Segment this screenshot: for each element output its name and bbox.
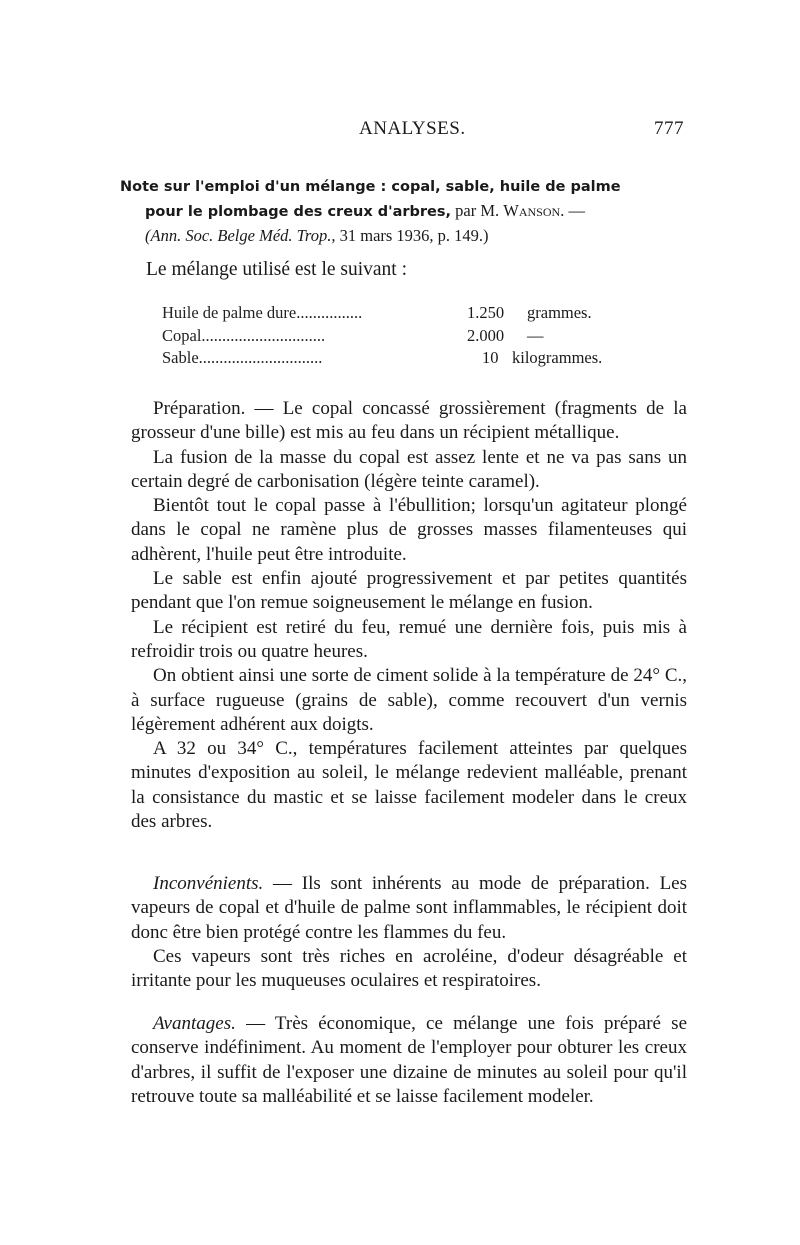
- recipe-ingredient: Huile de palme dure................: [162, 303, 363, 322]
- paragraph: Ces vapeurs sont très riches en acroléine, d'odeur désagréable et irritante pour les muqueuses oculaires et respiratoires.: [131, 945, 687, 992]
- paragraph-text: — Ils sont inhérents au mode de préparation. Les vapeurs de copal et d'huile de palme sont inflammables, le récipient doit donc être bien protégé contre les flammes du feu.: [131, 873, 687, 943]
- note-title-bold-2: pour le plombage des creux d'arbres,: [145, 204, 452, 220]
- paragraph: On obtient ainsi une sorte de ciment solide à la température de 24° C., à surface rugueuse (grains de sable), comme recouvert d'un vernis légèrement adhérent aux doigts.: [131, 665, 687, 735]
- paragraph: [131, 1012, 687, 1109]
- page-number: 777: [654, 118, 684, 139]
- recipe-table: [162, 302, 642, 370]
- recipe-row: [162, 347, 642, 370]
- note-title: [120, 176, 700, 247]
- section-inconvenients: [131, 872, 687, 993]
- section-lead-inconvenients: Inconvénients.: [153, 873, 264, 894]
- note-title-dash: . —: [560, 201, 585, 220]
- recipe-quantity: 10: [482, 348, 499, 367]
- recipe-unit: kilogrammes.: [512, 348, 603, 367]
- recipe-intro: Le mélange utilisé est le suivant :: [146, 259, 408, 280]
- paragraph: Le sable est enfin ajouté progressivement et par petites quantités pendant que l'on remue soigneusement le mélange en fusion.: [131, 568, 687, 614]
- note-reference: [120, 224, 700, 247]
- recipe-ingredient: Sable..............................: [162, 348, 323, 367]
- recipe-unit: grammes.: [527, 303, 592, 322]
- recipe-ingredient: Copal..............................: [162, 325, 326, 345]
- note-title-line-2: [120, 199, 700, 224]
- paragraph: Le récipient est retiré du feu, remué une dernière fois, puis mis à refroidir trois ou quatre heures.: [131, 616, 687, 662]
- recipe-unit: —: [527, 325, 544, 345]
- section-lead-avantages: Avantages.: [153, 1013, 236, 1034]
- paragraph: Bientôt tout le copal passe à l'ébullition; lorsqu'un agitateur plongé dans le copal ne ramène plus de grosses masses filamenteuses qui adhèrent, l'huile peut être introduite.: [131, 495, 687, 565]
- note-author: Wanson: [503, 201, 561, 220]
- section-preparation: [131, 397, 687, 834]
- page-header: [131, 118, 684, 148]
- running-title: ANALYSES.: [359, 118, 466, 139]
- note-title-line-1: Note sur l'emploi d'un mélange : copal, sable, huile de palme: [120, 179, 621, 195]
- section-avantages: [131, 1012, 687, 1109]
- recipe-quantity: 1.250: [467, 303, 505, 322]
- recipe-quantity: 2.000: [467, 325, 505, 345]
- recipe-row: [162, 302, 642, 325]
- paragraph-text: — Très économique, ce mélange une fois préparé se conserve indéfiniment. Au moment de l'employer pour obturer les creux d'arbres, il suffit de l'exposer une dizaine de minutes au soleil pour qu'il retrouve toute sa malléabilité et se laisse facilement modeler.: [131, 1013, 687, 1107]
- note-reference-date: 31 mars 1936, p. 149.): [335, 226, 489, 245]
- paragraph: [131, 397, 687, 446]
- paragraph-text: — Le copal concassé grossièrement (fragments de la grosseur d'une bille) est mis au feu dans un récipient métallique.: [131, 398, 687, 444]
- paragraph: [131, 872, 687, 945]
- note-title-par: par M.: [451, 201, 504, 220]
- section-lead-preparation: Préparation.: [153, 398, 246, 419]
- note-reference-journal: (Ann. Soc. Belge Méd. Trop.,: [145, 226, 336, 245]
- paragraph: A 32 ou 34° C., températures facilement atteintes par quelques minutes d'exposition au soleil, le mélange redevient malléable, prenant la consistance du mastic et se laisse facilement modeler dans le creux des arbres.: [131, 738, 687, 833]
- paragraph: La fusion de la masse du copal est assez lente et ne va pas sans un certain degré de carbonisation (légère teinte caramel).: [131, 446, 687, 492]
- recipe-row: [162, 325, 642, 348]
